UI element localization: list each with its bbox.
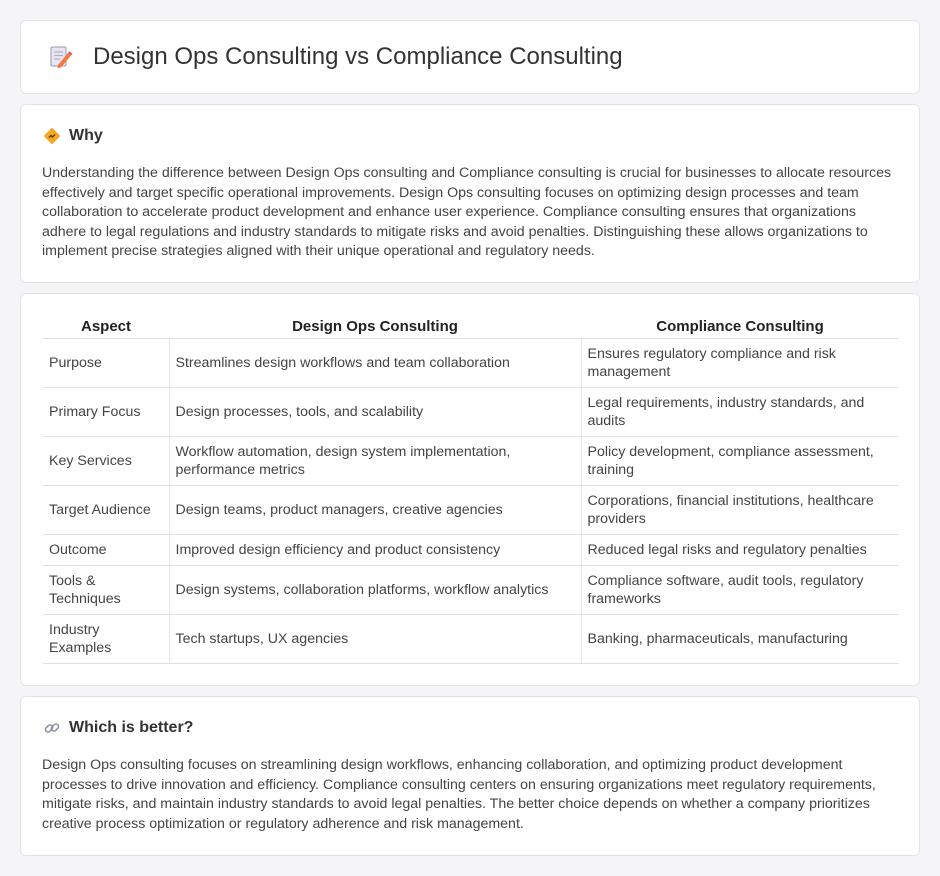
why-heading: Why bbox=[69, 127, 103, 144]
table-cell: Improved design efficiency and product consistency bbox=[169, 535, 581, 566]
title-card bbox=[20, 20, 920, 94]
table-header-row bbox=[43, 314, 899, 339]
table-row bbox=[43, 339, 899, 388]
table-row bbox=[43, 566, 899, 615]
table-cell: Banking, pharmaceuticals, manufacturing bbox=[581, 615, 899, 664]
table-cell: Key Services bbox=[43, 437, 169, 486]
table-cell: Target Audience bbox=[43, 486, 169, 535]
table-row bbox=[43, 437, 899, 486]
table-cell: Industry Examples bbox=[43, 615, 169, 664]
table-cell: Policy development, compliance assessment, training bbox=[581, 437, 899, 486]
diamond-sign-icon bbox=[43, 127, 61, 145]
table-cell: Primary Focus bbox=[43, 388, 169, 437]
page-title: Design Ops Consulting vs Compliance Consulting bbox=[93, 43, 623, 70]
column-header: Aspect bbox=[43, 314, 169, 339]
table-cell: Streamlines design workflows and team collaboration bbox=[169, 339, 581, 388]
table-cell: Design processes, tools, and scalability bbox=[169, 388, 581, 437]
table-cell: Ensures regulatory compliance and risk management bbox=[581, 339, 899, 388]
table-cell: Tech startups, UX agencies bbox=[169, 615, 581, 664]
table-cell: Design systems, collaboration platforms, workflow analytics bbox=[169, 566, 581, 615]
table-row bbox=[43, 535, 899, 566]
table-row bbox=[43, 388, 899, 437]
why-section bbox=[20, 104, 920, 283]
why-text: Understanding the difference between Design Ops consulting and Compliance consulting is crucial for businesses to allocate resources effectively and target specific operational improvements. Design Ops consulting focuses on optimizing design processes and team collaboration to accelerate product development and enhance user experience. Compliance consulting ensures that organizations adhere to legal regulations and industry standards to mitigate risks and avoid penalties. Distinguishing these allows organizations to implement precise strategies aligned with their unique operational and regulatory needs. bbox=[42, 165, 892, 260]
which-is-better-section bbox=[20, 696, 920, 856]
comparison-table bbox=[43, 314, 899, 664]
table-cell: Legal requirements, industry standards, and audits bbox=[581, 388, 899, 437]
table-cell: Tools & Techniques bbox=[43, 566, 169, 615]
table-row bbox=[43, 486, 899, 535]
better-text: Design Ops consulting focuses on streamlining design workflows, enhancing collaboration, and optimizing product development processes to drive innovation and efficiency. Compliance consulting centers on ensuring organizations meet regulatory requirements, mitigate risks, and maintain industry standards to avoid legal penalties. The better choice depends on whether a company prioritizes creative process optimization or regulatory adherence and risk management. bbox=[42, 757, 876, 832]
table-cell: Corporations, financial institutions, healthcare providers bbox=[581, 486, 899, 535]
column-header: Compliance Consulting bbox=[581, 314, 899, 339]
table-cell: Compliance software, audit tools, regulatory frameworks bbox=[581, 566, 899, 615]
comparison-table-card bbox=[20, 293, 920, 686]
better-heading: Which is better? bbox=[69, 719, 194, 736]
link-icon bbox=[43, 719, 61, 737]
table-cell: Outcome bbox=[43, 535, 169, 566]
better-heading-row bbox=[43, 719, 193, 737]
table-row bbox=[43, 615, 899, 664]
table-cell: Purpose bbox=[43, 339, 169, 388]
why-heading-row bbox=[43, 127, 103, 145]
table-cell: Workflow automation, design system implementation, performance metrics bbox=[169, 437, 581, 486]
table-cell: Reduced legal risks and regulatory penalties bbox=[581, 535, 899, 566]
column-header: Design Ops Consulting bbox=[169, 314, 581, 339]
document-pencil-icon bbox=[47, 44, 73, 70]
table-cell: Design teams, product managers, creative agencies bbox=[169, 486, 581, 535]
